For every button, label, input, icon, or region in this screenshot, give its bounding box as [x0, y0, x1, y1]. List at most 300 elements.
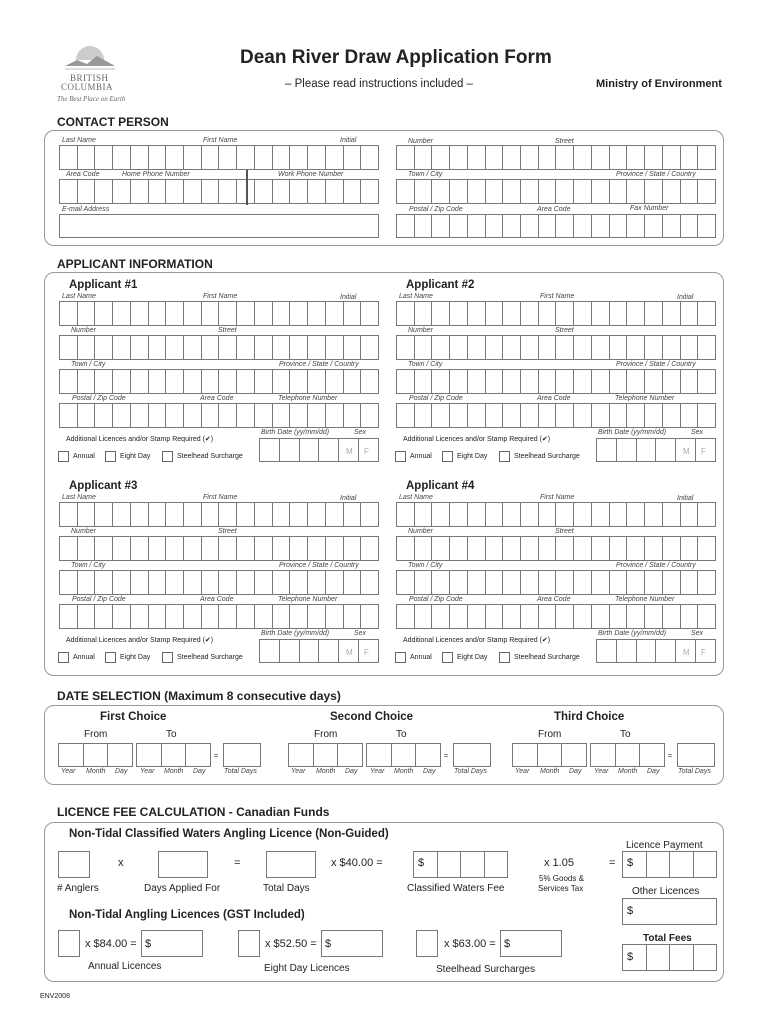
input-cell[interactable]: [326, 336, 344, 359]
input-cell[interactable]: [219, 302, 237, 325]
input-cell[interactable]: [468, 302, 486, 325]
input-cell[interactable]: [450, 370, 468, 393]
input-cell[interactable]: [60, 605, 78, 628]
input-cell[interactable]: [319, 439, 339, 461]
input-cell[interactable]: [521, 215, 539, 237]
input-cell[interactable]: [610, 503, 628, 526]
input-cell[interactable]: [486, 146, 504, 169]
input-cell[interactable]: [432, 605, 450, 628]
input-cell[interactable]: [663, 571, 681, 594]
contact-email-field[interactable]: [59, 214, 379, 238]
applicant-1-f[interactable]: F: [364, 447, 369, 456]
input-cell[interactable]: [432, 302, 450, 325]
input-cell[interactable]: [326, 503, 344, 526]
input-cell[interactable]: [432, 503, 450, 526]
input-cell[interactable]: [450, 503, 468, 526]
input-cell[interactable]: [184, 404, 202, 427]
applicant-3-annual-checkbox[interactable]: [58, 652, 69, 663]
applicant-2-annual-checkbox[interactable]: [395, 451, 406, 462]
input-cell[interactable]: [617, 439, 637, 461]
input-cell[interactable]: [645, 370, 663, 393]
applicant-3-birth-cells[interactable]: [259, 639, 379, 663]
input-cell[interactable]: [237, 571, 255, 594]
input-cell[interactable]: [290, 180, 308, 203]
input-cell[interactable]: [186, 744, 210, 766]
input-cell[interactable]: [486, 370, 504, 393]
input-cell[interactable]: [450, 571, 468, 594]
input-cell[interactable]: [397, 537, 415, 560]
input-cell[interactable]: [592, 503, 610, 526]
input-cell[interactable]: [166, 302, 184, 325]
input-cell[interactable]: [149, 370, 167, 393]
input-cell[interactable]: [645, 605, 663, 628]
applicant-4-town-cells[interactable]: [396, 570, 716, 595]
input-cell[interactable]: [273, 146, 291, 169]
input-cell[interactable]: [397, 404, 415, 427]
input-cell[interactable]: [627, 537, 645, 560]
applicant-4-postal-cells[interactable]: [396, 604, 716, 629]
input-cell[interactable]: [539, 503, 557, 526]
input-cell[interactable]: [597, 439, 617, 461]
input-cell[interactable]: [289, 744, 314, 766]
input-cell[interactable]: [273, 503, 291, 526]
input-cell[interactable]: [131, 336, 149, 359]
days-applied-field[interactable]: [158, 851, 208, 878]
input-cell[interactable]: [95, 336, 113, 359]
input-cell[interactable]: [149, 537, 167, 560]
input-cell[interactable]: [78, 146, 96, 169]
input-cell[interactable]: [468, 180, 486, 203]
input-cell[interactable]: [539, 302, 557, 325]
input-cell[interactable]: [131, 571, 149, 594]
input-cell[interactable]: [461, 852, 485, 877]
input-cell[interactable]: [149, 503, 167, 526]
input-cell[interactable]: [131, 302, 149, 325]
input-cell[interactable]: [597, 640, 617, 662]
input-cell[interactable]: [698, 605, 715, 628]
input-cell[interactable]: [647, 852, 671, 877]
input-cell[interactable]: [617, 640, 637, 662]
input-cell[interactable]: [166, 370, 184, 393]
input-cell[interactable]: [521, 180, 539, 203]
input-cell[interactable]: [432, 336, 450, 359]
input-cell[interactable]: [521, 404, 539, 427]
input-cell[interactable]: [95, 503, 113, 526]
date-choice-2-total-field[interactable]: [453, 743, 491, 767]
input-cell[interactable]: [556, 370, 574, 393]
input-cell[interactable]: [468, 370, 486, 393]
applicant-1-name-cells[interactable]: [59, 301, 379, 326]
input-cell[interactable]: [219, 503, 237, 526]
input-cell[interactable]: [610, 336, 628, 359]
input-cell[interactable]: [344, 605, 362, 628]
input-cell[interactable]: [698, 404, 715, 427]
input-cell[interactable]: [361, 503, 378, 526]
input-cell[interactable]: [591, 744, 616, 766]
applicant-1-annual-checkbox[interactable]: [58, 451, 69, 462]
applicant-3-postal-cells[interactable]: [59, 604, 379, 629]
input-cell[interactable]: [397, 370, 415, 393]
contact-postal-cells[interactable]: [396, 214, 716, 238]
input-cell[interactable]: [592, 537, 610, 560]
input-cell[interactable]: [438, 852, 462, 877]
input-cell[interactable]: [260, 640, 280, 662]
input-cell[interactable]: [645, 537, 663, 560]
input-cell[interactable]: [166, 404, 184, 427]
input-cell[interactable]: [273, 605, 291, 628]
input-cell[interactable]: [592, 571, 610, 594]
input-cell[interactable]: [468, 503, 486, 526]
input-cell[interactable]: [162, 744, 187, 766]
input-cell[interactable]: [361, 336, 378, 359]
input-cell[interactable]: [698, 370, 715, 393]
input-cell[interactable]: [113, 302, 131, 325]
input-cell[interactable]: [645, 215, 663, 237]
input-cell[interactable]: [290, 537, 308, 560]
input-cell[interactable]: [219, 537, 237, 560]
input-cell[interactable]: [556, 537, 574, 560]
input-cell[interactable]: [415, 404, 433, 427]
input-cell[interactable]: [627, 571, 645, 594]
input-cell[interactable]: [397, 605, 415, 628]
input-cell[interactable]: [698, 503, 715, 526]
input-cell[interactable]: [627, 370, 645, 393]
input-cell[interactable]: [184, 571, 202, 594]
input-cell[interactable]: [450, 302, 468, 325]
contact-name-cells[interactable]: [59, 145, 379, 170]
applicant-4-eight-day-checkbox[interactable]: [442, 652, 453, 663]
input-cell[interactable]: [319, 640, 339, 662]
input-cell[interactable]: [521, 503, 539, 526]
input-cell[interactable]: [149, 180, 167, 203]
input-cell[interactable]: [237, 302, 255, 325]
input-cell[interactable]: [202, 302, 220, 325]
applicant-2-postal-cells[interactable]: [396, 403, 716, 428]
input-cell[interactable]: [574, 503, 592, 526]
input-cell[interactable]: [539, 605, 557, 628]
input-cell[interactable]: [60, 370, 78, 393]
applicant-1-address-cells[interactable]: [59, 335, 379, 360]
input-cell[interactable]: [556, 146, 574, 169]
input-cell[interactable]: [113, 537, 131, 560]
anglers-field[interactable]: [58, 851, 90, 878]
input-cell[interactable]: [574, 180, 592, 203]
input-cell[interactable]: [184, 537, 202, 560]
input-cell[interactable]: [202, 370, 220, 393]
input-cell[interactable]: [344, 571, 362, 594]
input-cell[interactable]: [415, 180, 433, 203]
input-cell[interactable]: [78, 571, 96, 594]
contact-town-cells[interactable]: [396, 179, 716, 204]
input-cell[interactable]: [78, 537, 96, 560]
input-cell[interactable]: [202, 503, 220, 526]
input-cell[interactable]: [521, 605, 539, 628]
input-cell[interactable]: [485, 852, 508, 877]
input-cell[interactable]: [592, 215, 610, 237]
input-cell[interactable]: [538, 744, 563, 766]
input-cell[interactable]: [468, 146, 486, 169]
input-cell[interactable]: [432, 215, 450, 237]
input-cell[interactable]: [184, 336, 202, 359]
input-cell[interactable]: [513, 744, 538, 766]
input-cell[interactable]: [273, 180, 291, 203]
input-cell[interactable]: [290, 404, 308, 427]
input-cell[interactable]: [131, 605, 149, 628]
input-cell[interactable]: [663, 146, 681, 169]
input-cell[interactable]: [184, 370, 202, 393]
input-cell[interactable]: [166, 537, 184, 560]
input-cell[interactable]: [219, 180, 237, 203]
input-cell[interactable]: [344, 146, 362, 169]
input-cell[interactable]: [415, 537, 433, 560]
input-cell[interactable]: [574, 404, 592, 427]
input-cell[interactable]: [397, 503, 415, 526]
input-cell[interactable]: [539, 215, 557, 237]
input-cell[interactable]: [616, 744, 641, 766]
input-cell[interactable]: [308, 146, 326, 169]
input-cell[interactable]: [681, 336, 699, 359]
input-cell[interactable]: [681, 503, 699, 526]
input-cell[interactable]: [184, 605, 202, 628]
applicant-4-name-cells[interactable]: [396, 502, 716, 527]
input-cell[interactable]: [113, 605, 131, 628]
input-cell[interactable]: [344, 503, 362, 526]
input-cell[interactable]: [486, 302, 504, 325]
input-cell[interactable]: [627, 180, 645, 203]
input-cell[interactable]: [255, 146, 273, 169]
input-cell[interactable]: [308, 537, 326, 560]
input-cell[interactable]: [166, 571, 184, 594]
input-cell[interactable]: [78, 404, 96, 427]
input-cell[interactable]: [290, 336, 308, 359]
input-cell[interactable]: [59, 744, 84, 766]
input-cell[interactable]: [637, 640, 657, 662]
input-cell[interactable]: [273, 370, 291, 393]
input-cell[interactable]: [397, 146, 415, 169]
input-cell[interactable]: [681, 370, 699, 393]
input-cell[interactable]: [290, 146, 308, 169]
applicant-1-steelhead-checkbox[interactable]: [162, 451, 173, 462]
input-cell[interactable]: [113, 503, 131, 526]
input-cell[interactable]: [338, 744, 362, 766]
input-cell[interactable]: [326, 146, 344, 169]
input-cell[interactable]: [78, 180, 96, 203]
input-cell[interactable]: [113, 146, 131, 169]
input-cell[interactable]: [344, 370, 362, 393]
input-cell[interactable]: [397, 302, 415, 325]
input-cell[interactable]: [592, 146, 610, 169]
input-cell[interactable]: [663, 180, 681, 203]
input-cell[interactable]: [149, 336, 167, 359]
input-cell[interactable]: [574, 571, 592, 594]
date-choice-1-total-field[interactable]: [223, 743, 261, 767]
input-cell[interactable]: [694, 852, 717, 877]
input-cell[interactable]: [432, 180, 450, 203]
input-cell[interactable]: [280, 439, 300, 461]
input-cell[interactable]: [78, 503, 96, 526]
input-cell[interactable]: [610, 215, 628, 237]
input-cell[interactable]: [503, 370, 521, 393]
input-cell[interactable]: [326, 537, 344, 560]
input-cell[interactable]: [60, 146, 78, 169]
date-choice-3-total-field[interactable]: [677, 743, 715, 767]
input-cell[interactable]: [503, 404, 521, 427]
input-cell[interactable]: [539, 571, 557, 594]
input-cell[interactable]: [202, 404, 220, 427]
input-cell[interactable]: [314, 744, 339, 766]
input-cell[interactable]: [694, 945, 717, 970]
input-cell[interactable]: [681, 146, 699, 169]
input-cell[interactable]: [432, 370, 450, 393]
input-cell[interactable]: [432, 404, 450, 427]
applicant-4-address-cells[interactable]: [396, 536, 716, 561]
input-cell[interactable]: [450, 336, 468, 359]
applicant-1-postal-cells[interactable]: [59, 403, 379, 428]
input-cell[interactable]: [113, 571, 131, 594]
input-cell[interactable]: [308, 605, 326, 628]
input-cell[interactable]: [113, 370, 131, 393]
input-cell[interactable]: [556, 404, 574, 427]
input-cell[interactable]: [562, 744, 586, 766]
input-cell[interactable]: [468, 404, 486, 427]
input-cell[interactable]: [539, 180, 557, 203]
input-cell[interactable]: [645, 336, 663, 359]
input-cell[interactable]: [184, 180, 202, 203]
input-cell[interactable]: [202, 336, 220, 359]
input-cell[interactable]: [95, 370, 113, 393]
input-cell[interactable]: [273, 302, 291, 325]
input-cell[interactable]: [166, 605, 184, 628]
input-cell[interactable]: [610, 605, 628, 628]
input-cell[interactable]: [290, 370, 308, 393]
applicant-3-steelhead-checkbox[interactable]: [162, 652, 173, 663]
input-cell[interactable]: [450, 146, 468, 169]
input-cell[interactable]: [255, 571, 273, 594]
applicant-3-eight-day-checkbox[interactable]: [105, 652, 116, 663]
applicant-4-m[interactable]: M: [683, 648, 690, 657]
input-cell[interactable]: [361, 370, 378, 393]
input-cell[interactable]: [574, 215, 592, 237]
input-cell[interactable]: [432, 571, 450, 594]
input-cell[interactable]: [415, 146, 433, 169]
input-cell[interactable]: [627, 302, 645, 325]
input-cell[interactable]: [627, 215, 645, 237]
input-cell[interactable]: [539, 336, 557, 359]
input-cell[interactable]: [326, 571, 344, 594]
input-cell[interactable]: [503, 605, 521, 628]
input-cell[interactable]: [184, 302, 202, 325]
date-choice-1-from-cells[interactable]: [58, 743, 133, 767]
applicant-2-name-cells[interactable]: [396, 301, 716, 326]
input-cell[interactable]: [574, 336, 592, 359]
input-cell[interactable]: [592, 370, 610, 393]
input-cell[interactable]: [592, 180, 610, 203]
input-cell[interactable]: [610, 404, 628, 427]
input-cell[interactable]: [592, 605, 610, 628]
input-cell[interactable]: [416, 744, 440, 766]
date-choice-3-to-cells[interactable]: [590, 743, 665, 767]
input-cell[interactable]: [645, 180, 663, 203]
date-choice-2-to-cells[interactable]: [366, 743, 441, 767]
input-cell[interactable]: [415, 370, 433, 393]
input-cell[interactable]: [95, 404, 113, 427]
input-cell[interactable]: [556, 336, 574, 359]
input-cell[interactable]: [361, 180, 378, 203]
applicant-1-m[interactable]: M: [346, 447, 353, 456]
input-cell[interactable]: [627, 503, 645, 526]
applicant-4-annual-checkbox[interactable]: [395, 652, 406, 663]
input-cell[interactable]: [166, 146, 184, 169]
input-cell[interactable]: [78, 336, 96, 359]
total-days-field[interactable]: [266, 851, 316, 878]
input-cell[interactable]: [300, 439, 320, 461]
input-cell[interactable]: [647, 945, 671, 970]
input-cell[interactable]: [663, 404, 681, 427]
applicant-4-steelhead-checkbox[interactable]: [499, 652, 510, 663]
input-cell[interactable]: [290, 302, 308, 325]
input-cell[interactable]: [308, 370, 326, 393]
input-cell[interactable]: [645, 404, 663, 427]
input-cell[interactable]: [219, 146, 237, 169]
input-cell[interactable]: [255, 537, 273, 560]
input-cell[interactable]: [645, 571, 663, 594]
applicant-2-steelhead-checkbox[interactable]: [499, 451, 510, 462]
input-cell[interactable]: [131, 537, 149, 560]
input-cell[interactable]: [290, 571, 308, 594]
input-cell[interactable]: [131, 404, 149, 427]
input-cell[interactable]: [219, 605, 237, 628]
input-cell[interactable]: [539, 146, 557, 169]
input-cell[interactable]: [468, 537, 486, 560]
input-cell[interactable]: [539, 370, 557, 393]
applicant-3-name-cells[interactable]: [59, 502, 379, 527]
input-cell[interactable]: [219, 370, 237, 393]
input-cell[interactable]: [84, 744, 109, 766]
input-cell[interactable]: [255, 180, 273, 203]
input-cell[interactable]: [361, 404, 378, 427]
date-choice-2-from-cells[interactable]: [288, 743, 363, 767]
input-cell[interactable]: [415, 571, 433, 594]
input-cell[interactable]: [486, 605, 504, 628]
input-cell[interactable]: [640, 744, 664, 766]
input-cell[interactable]: [503, 302, 521, 325]
input-cell[interactable]: [415, 215, 433, 237]
input-cell[interactable]: [503, 537, 521, 560]
input-cell[interactable]: [344, 336, 362, 359]
input-cell[interactable]: [290, 605, 308, 628]
input-cell[interactable]: [166, 336, 184, 359]
steelhead-qty-field[interactable]: [416, 930, 438, 957]
input-cell[interactable]: [237, 146, 255, 169]
input-cell[interactable]: [450, 215, 468, 237]
input-cell[interactable]: [108, 744, 132, 766]
input-cell[interactable]: [574, 605, 592, 628]
input-cell[interactable]: [326, 404, 344, 427]
input-cell[interactable]: [574, 537, 592, 560]
input-cell[interactable]: [113, 180, 131, 203]
input-cell[interactable]: [556, 215, 574, 237]
input-cell[interactable]: [290, 503, 308, 526]
input-cell[interactable]: [486, 215, 504, 237]
input-cell[interactable]: [656, 640, 676, 662]
applicant-1-eight-day-checkbox[interactable]: [105, 451, 116, 462]
input-cell[interactable]: [149, 605, 167, 628]
input-cell[interactable]: [627, 404, 645, 427]
input-cell[interactable]: [308, 302, 326, 325]
input-cell[interactable]: [202, 180, 220, 203]
input-cell[interactable]: [556, 605, 574, 628]
input-cell[interactable]: [415, 302, 433, 325]
